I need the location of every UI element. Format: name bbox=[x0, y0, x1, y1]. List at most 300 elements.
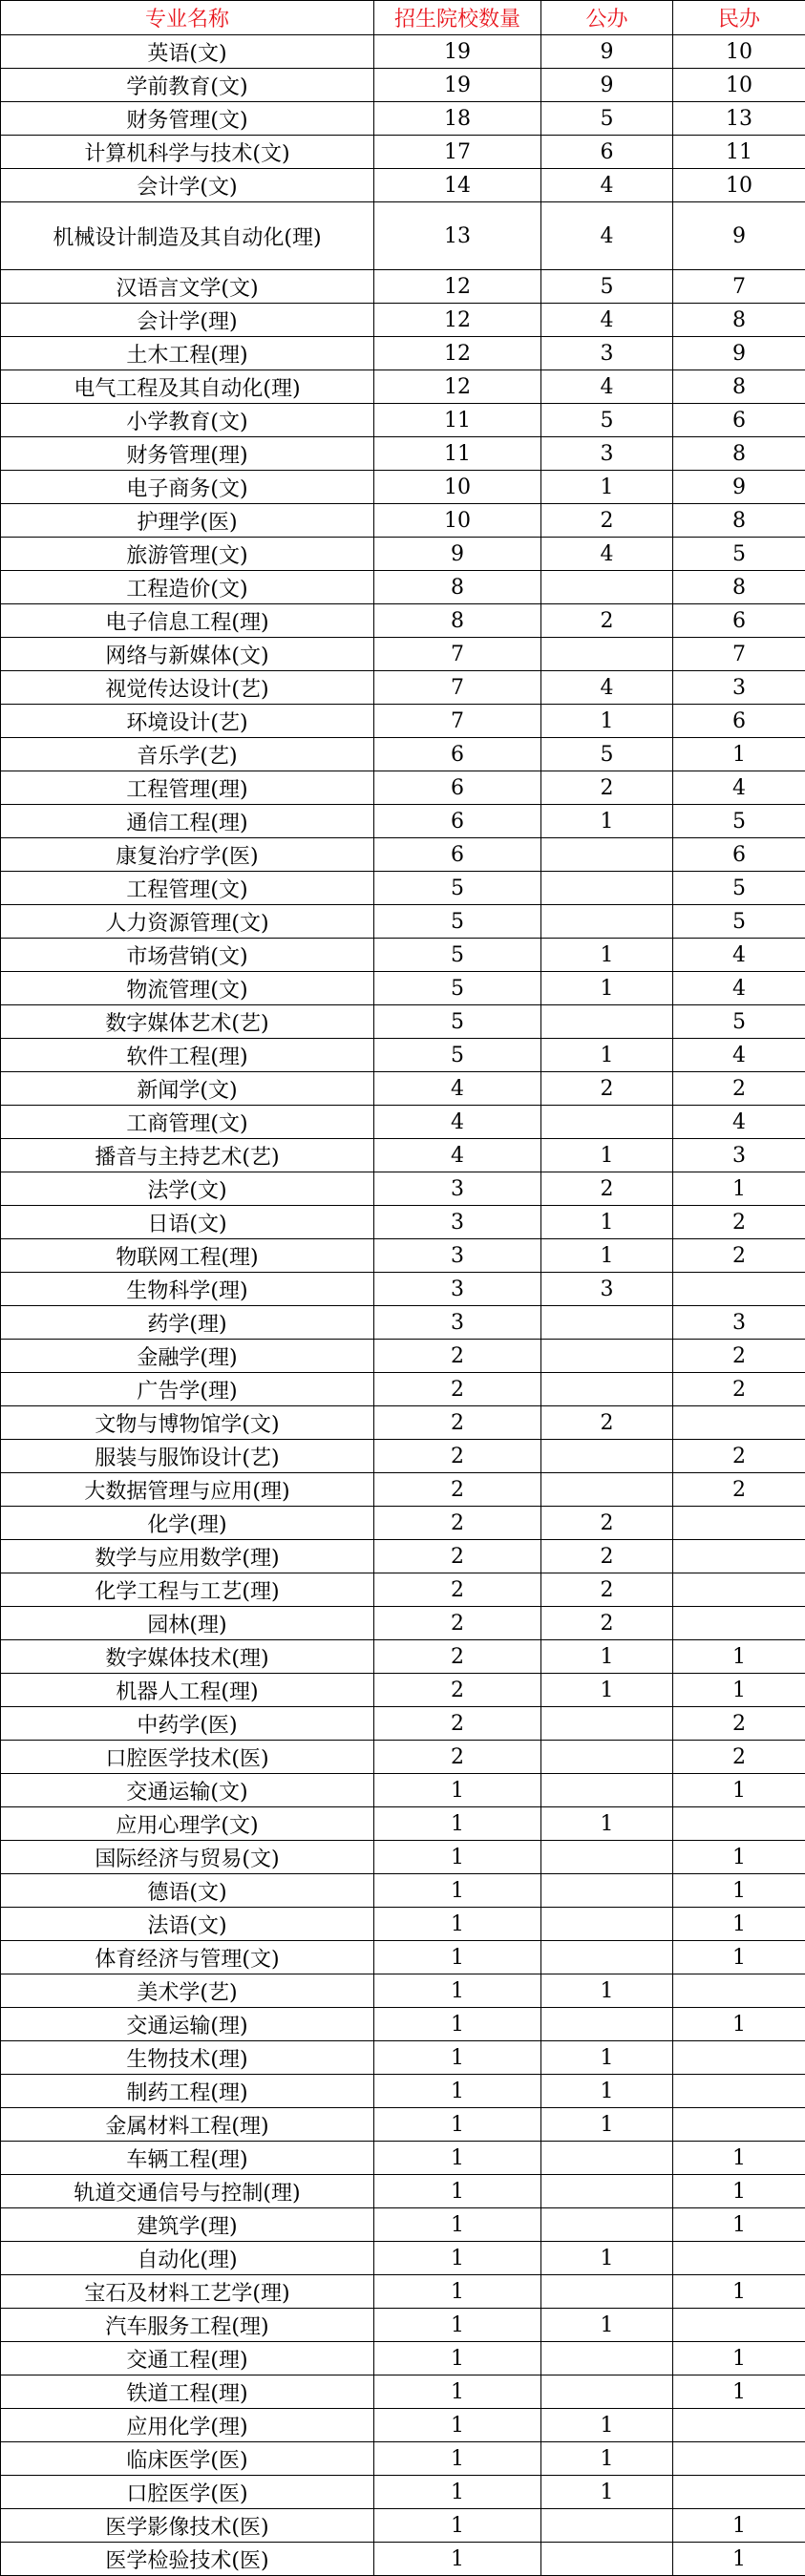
table-row bbox=[1, 1039, 805, 1072]
public-count-cell: 6 bbox=[541, 136, 673, 169]
public-count-cell: 1 bbox=[541, 805, 673, 838]
private-count-cell: 9 bbox=[673, 337, 805, 370]
public-count-cell bbox=[541, 1473, 673, 1507]
public-count-cell bbox=[541, 1741, 673, 1774]
school-count-cell: 4 bbox=[374, 1106, 541, 1139]
public-count-cell: 5 bbox=[541, 102, 673, 136]
major-name-cell: 物流管理(文) bbox=[1, 972, 374, 1005]
public-count-cell: 1 bbox=[541, 471, 673, 504]
table-row bbox=[1, 370, 805, 404]
school-count-cell: 11 bbox=[374, 404, 541, 437]
private-count-cell: 9 bbox=[673, 202, 805, 270]
major-name-cell: 大数据管理与应用(理) bbox=[1, 1473, 374, 1507]
table-row bbox=[1, 1874, 805, 1908]
major-name-cell: 应用化学(理) bbox=[1, 2409, 374, 2442]
school-count-cell: 17 bbox=[374, 136, 541, 169]
public-count-cell: 1 bbox=[541, 2242, 673, 2275]
private-count-cell: 1 bbox=[673, 1774, 805, 1807]
table-row bbox=[1, 2342, 805, 2375]
major-name-cell: 药学(理) bbox=[1, 1306, 374, 1340]
public-count-cell: 1 bbox=[541, 972, 673, 1005]
public-count-cell: 1 bbox=[541, 1239, 673, 1273]
table-row bbox=[1, 2442, 805, 2476]
private-count-cell: 4 bbox=[673, 1106, 805, 1139]
school-count-cell: 1 bbox=[374, 2309, 541, 2342]
private-count-cell: 1 bbox=[673, 2208, 805, 2242]
public-count-cell: 1 bbox=[541, 1206, 673, 1239]
public-count-cell: 2 bbox=[541, 771, 673, 805]
public-count-cell: 1 bbox=[541, 1039, 673, 1072]
school-count-cell: 5 bbox=[374, 939, 541, 972]
table-row bbox=[1, 1607, 805, 1640]
private-count-cell bbox=[673, 1807, 805, 1841]
public-count-cell bbox=[541, 2543, 673, 2576]
header-row bbox=[1, 1, 805, 35]
school-count-cell: 2 bbox=[374, 1540, 541, 1573]
major-name-cell: 英语(文) bbox=[1, 35, 374, 69]
school-count-cell: 18 bbox=[374, 102, 541, 136]
school-count-cell: 12 bbox=[374, 337, 541, 370]
major-name-cell: 土木工程(理) bbox=[1, 337, 374, 370]
major-name-cell: 工程管理(理) bbox=[1, 771, 374, 805]
table-row bbox=[1, 805, 805, 838]
private-count-cell: 6 bbox=[673, 404, 805, 437]
major-name-cell: 医学影像技术(医) bbox=[1, 2509, 374, 2543]
private-count-cell: 10 bbox=[673, 169, 805, 202]
table-row bbox=[1, 1974, 805, 2008]
table-row bbox=[1, 1206, 805, 1239]
school-count-cell: 4 bbox=[374, 1072, 541, 1106]
school-count-cell: 6 bbox=[374, 738, 541, 771]
private-count-cell bbox=[673, 2108, 805, 2142]
major-name-cell: 临床医学(医) bbox=[1, 2442, 374, 2476]
public-count-cell: 1 bbox=[541, 1807, 673, 1841]
table-row bbox=[1, 1239, 805, 1273]
public-count-cell: 4 bbox=[541, 304, 673, 337]
school-count-cell: 12 bbox=[374, 270, 541, 304]
public-count-cell: 3 bbox=[541, 437, 673, 471]
public-count-cell: 2 bbox=[541, 1172, 673, 1206]
public-count-cell: 1 bbox=[541, 2409, 673, 2442]
private-count-cell: 5 bbox=[673, 1005, 805, 1039]
table-row bbox=[1, 437, 805, 471]
private-count-cell: 3 bbox=[673, 1139, 805, 1172]
table-row bbox=[1, 939, 805, 972]
school-count-cell: 3 bbox=[374, 1306, 541, 1340]
private-count-cell bbox=[673, 1607, 805, 1640]
school-count-cell: 7 bbox=[374, 638, 541, 671]
private-count-cell: 6 bbox=[673, 604, 805, 638]
public-count-cell: 5 bbox=[541, 270, 673, 304]
major-name-cell: 网络与新媒体(文) bbox=[1, 638, 374, 671]
school-count-cell: 1 bbox=[374, 2142, 541, 2175]
table-row bbox=[1, 771, 805, 805]
public-count-cell bbox=[541, 2142, 673, 2175]
private-count-cell: 8 bbox=[673, 370, 805, 404]
public-count-cell bbox=[541, 2208, 673, 2242]
school-count-cell: 3 bbox=[374, 1239, 541, 1273]
table-row bbox=[1, 270, 805, 304]
major-name-cell: 应用心理学(文) bbox=[1, 1807, 374, 1841]
private-count-cell bbox=[673, 1540, 805, 1573]
major-name-cell: 康复治疗学(医) bbox=[1, 838, 374, 872]
school-count-cell: 3 bbox=[374, 1172, 541, 1206]
school-count-cell: 1 bbox=[374, 2442, 541, 2476]
table-row bbox=[1, 1406, 805, 1440]
public-count-cell: 2 bbox=[541, 1573, 673, 1607]
table-row bbox=[1, 1908, 805, 1941]
table-row bbox=[1, 972, 805, 1005]
table-row bbox=[1, 2275, 805, 2309]
school-count-cell: 7 bbox=[374, 671, 541, 705]
school-count-cell: 4 bbox=[374, 1139, 541, 1172]
major-name-cell: 法语(文) bbox=[1, 1908, 374, 1941]
private-count-cell: 10 bbox=[673, 35, 805, 69]
public-count-cell: 3 bbox=[541, 337, 673, 370]
public-count-cell: 1 bbox=[541, 1974, 673, 2008]
table-row bbox=[1, 2509, 805, 2543]
public-count-cell: 1 bbox=[541, 2041, 673, 2075]
private-count-cell: 13 bbox=[673, 102, 805, 136]
public-count-cell bbox=[541, 571, 673, 604]
major-name-cell: 会计学(文) bbox=[1, 169, 374, 202]
major-name-cell: 人力资源管理(文) bbox=[1, 905, 374, 939]
major-name-cell: 轨道交通信号与控制(理) bbox=[1, 2175, 374, 2208]
public-count-cell bbox=[541, 1340, 673, 1373]
school-count-cell: 2 bbox=[374, 1707, 541, 1741]
table-row bbox=[1, 2409, 805, 2442]
major-name-cell: 机器人工程(理) bbox=[1, 1674, 374, 1707]
major-name-cell: 车辆工程(理) bbox=[1, 2142, 374, 2175]
major-name-cell: 美术学(艺) bbox=[1, 1974, 374, 2008]
public-count-cell: 5 bbox=[541, 404, 673, 437]
private-count-cell bbox=[673, 2309, 805, 2342]
private-count-cell: 2 bbox=[673, 1741, 805, 1774]
private-count-cell: 1 bbox=[673, 1674, 805, 1707]
private-count-cell: 1 bbox=[673, 1941, 805, 1974]
major-name-cell: 生物科学(理) bbox=[1, 1273, 374, 1306]
school-count-cell: 5 bbox=[374, 1005, 541, 1039]
major-name-cell: 德语(文) bbox=[1, 1874, 374, 1908]
private-count-cell: 5 bbox=[673, 872, 805, 905]
major-name-cell: 自动化(理) bbox=[1, 2242, 374, 2275]
school-count-cell: 7 bbox=[374, 705, 541, 738]
table-row bbox=[1, 1941, 805, 1974]
public-count-cell bbox=[541, 638, 673, 671]
public-count-cell: 2 bbox=[541, 1507, 673, 1540]
private-count-cell bbox=[673, 2409, 805, 2442]
table-row bbox=[1, 504, 805, 538]
private-count-cell: 11 bbox=[673, 136, 805, 169]
public-count-cell bbox=[541, 905, 673, 939]
table-row bbox=[1, 1841, 805, 1874]
major-name-cell: 播音与主持艺术(艺) bbox=[1, 1139, 374, 1172]
public-count-cell bbox=[541, 2375, 673, 2409]
major-name-cell: 体育经济与管理(文) bbox=[1, 1941, 374, 1974]
public-count-cell: 9 bbox=[541, 69, 673, 102]
major-name-cell: 计算机科学与技术(文) bbox=[1, 136, 374, 169]
private-count-cell: 1 bbox=[673, 2142, 805, 2175]
major-name-cell: 文物与博物馆学(文) bbox=[1, 1406, 374, 1440]
private-count-cell: 2 bbox=[673, 1440, 805, 1473]
school-count-cell: 2 bbox=[374, 1573, 541, 1607]
private-count-cell: 4 bbox=[673, 771, 805, 805]
public-count-cell bbox=[541, 2008, 673, 2041]
private-count-cell bbox=[673, 2242, 805, 2275]
public-count-cell bbox=[541, 1707, 673, 1741]
private-count-cell: 2 bbox=[673, 1340, 805, 1373]
private-count-cell: 1 bbox=[673, 2175, 805, 2208]
major-name-cell: 金属材料工程(理) bbox=[1, 2108, 374, 2142]
table-row bbox=[1, 2041, 805, 2075]
major-name-cell: 口腔医学技术(医) bbox=[1, 1741, 374, 1774]
major-name-cell: 口腔医学(医) bbox=[1, 2476, 374, 2509]
major-name-cell: 国际经济与贸易(文) bbox=[1, 1841, 374, 1874]
table-row bbox=[1, 738, 805, 771]
public-count-cell: 3 bbox=[541, 1273, 673, 1306]
school-count-cell: 2 bbox=[374, 1406, 541, 1440]
table-row bbox=[1, 2075, 805, 2108]
header-public: 公办 bbox=[541, 1, 673, 35]
table-row bbox=[1, 102, 805, 136]
table-row bbox=[1, 1005, 805, 1039]
private-count-cell: 6 bbox=[673, 705, 805, 738]
public-count-cell: 1 bbox=[541, 939, 673, 972]
private-count-cell: 2 bbox=[673, 1072, 805, 1106]
major-name-cell: 通信工程(理) bbox=[1, 805, 374, 838]
public-count-cell bbox=[541, 872, 673, 905]
public-count-cell bbox=[541, 1373, 673, 1406]
major-name-cell: 交通运输(理) bbox=[1, 2008, 374, 2041]
private-count-cell bbox=[673, 1974, 805, 2008]
private-count-cell bbox=[673, 2041, 805, 2075]
public-count-cell: 4 bbox=[541, 202, 673, 270]
school-count-cell: 5 bbox=[374, 1039, 541, 1072]
major-name-cell: 物联网工程(理) bbox=[1, 1239, 374, 1273]
private-count-cell: 9 bbox=[673, 471, 805, 504]
major-name-cell: 园林(理) bbox=[1, 1607, 374, 1640]
private-count-cell: 1 bbox=[673, 2543, 805, 2576]
public-count-cell: 1 bbox=[541, 1139, 673, 1172]
school-count-cell: 8 bbox=[374, 571, 541, 604]
public-count-cell: 4 bbox=[541, 671, 673, 705]
public-count-cell: 1 bbox=[541, 1674, 673, 1707]
private-count-cell: 4 bbox=[673, 1039, 805, 1072]
major-name-cell: 音乐学(艺) bbox=[1, 738, 374, 771]
school-count-cell: 19 bbox=[374, 35, 541, 69]
public-count-cell: 2 bbox=[541, 504, 673, 538]
private-count-cell: 2 bbox=[673, 1373, 805, 1406]
school-count-cell: 1 bbox=[374, 1974, 541, 2008]
private-count-cell: 1 bbox=[673, 2275, 805, 2309]
private-count-cell: 1 bbox=[673, 738, 805, 771]
table-row bbox=[1, 69, 805, 102]
school-count-cell: 1 bbox=[374, 2242, 541, 2275]
school-count-cell: 10 bbox=[374, 504, 541, 538]
private-count-cell: 1 bbox=[673, 2342, 805, 2375]
table-row bbox=[1, 202, 805, 270]
private-count-cell bbox=[673, 2075, 805, 2108]
school-count-cell: 1 bbox=[374, 2075, 541, 2108]
school-count-cell: 1 bbox=[374, 2008, 541, 2041]
private-count-cell bbox=[673, 2442, 805, 2476]
table-row bbox=[1, 2175, 805, 2208]
public-count-cell: 2 bbox=[541, 604, 673, 638]
school-count-cell: 1 bbox=[374, 1874, 541, 1908]
major-name-cell: 宝石及材料工艺学(理) bbox=[1, 2275, 374, 2309]
table-row bbox=[1, 1106, 805, 1139]
table-row bbox=[1, 1707, 805, 1741]
school-count-cell: 1 bbox=[374, 2375, 541, 2409]
table-row bbox=[1, 2142, 805, 2175]
school-count-cell: 1 bbox=[374, 1807, 541, 1841]
table-row bbox=[1, 404, 805, 437]
school-count-cell: 1 bbox=[374, 1774, 541, 1807]
table-row bbox=[1, 1640, 805, 1674]
school-count-cell: 2 bbox=[374, 1607, 541, 1640]
private-count-cell: 3 bbox=[673, 671, 805, 705]
table-row bbox=[1, 1507, 805, 1540]
major-name-cell: 交通工程(理) bbox=[1, 2342, 374, 2375]
table-row bbox=[1, 872, 805, 905]
public-count-cell bbox=[541, 2275, 673, 2309]
school-count-cell: 13 bbox=[374, 202, 541, 270]
major-name-cell: 化学工程与工艺(理) bbox=[1, 1573, 374, 1607]
private-count-cell: 1 bbox=[673, 1874, 805, 1908]
table-row bbox=[1, 1540, 805, 1573]
public-count-cell: 2 bbox=[541, 1607, 673, 1640]
school-count-cell: 2 bbox=[374, 1674, 541, 1707]
table-row bbox=[1, 1373, 805, 1406]
school-count-cell: 1 bbox=[374, 2275, 541, 2309]
major-name-cell: 电子商务(文) bbox=[1, 471, 374, 504]
private-count-cell: 5 bbox=[673, 905, 805, 939]
private-count-cell: 1 bbox=[673, 1640, 805, 1674]
table-row bbox=[1, 1306, 805, 1340]
table-row bbox=[1, 304, 805, 337]
school-count-cell: 6 bbox=[374, 805, 541, 838]
major-name-cell: 广告学(理) bbox=[1, 1373, 374, 1406]
major-name-cell: 市场营销(文) bbox=[1, 939, 374, 972]
table-row bbox=[1, 337, 805, 370]
school-count-cell: 8 bbox=[374, 604, 541, 638]
school-count-cell: 2 bbox=[374, 1507, 541, 1540]
private-count-cell bbox=[673, 2476, 805, 2509]
table-row bbox=[1, 169, 805, 202]
school-count-cell: 2 bbox=[374, 1340, 541, 1373]
school-count-cell: 1 bbox=[374, 2208, 541, 2242]
table-row bbox=[1, 1774, 805, 1807]
school-count-cell: 5 bbox=[374, 972, 541, 1005]
table-row bbox=[1, 1139, 805, 1172]
public-count-cell bbox=[541, 1106, 673, 1139]
table-row bbox=[1, 35, 805, 69]
school-count-cell: 1 bbox=[374, 1841, 541, 1874]
private-count-cell: 1 bbox=[673, 1908, 805, 1941]
table-row bbox=[1, 471, 805, 504]
school-count-cell: 2 bbox=[374, 1473, 541, 1507]
public-count-cell bbox=[541, 2175, 673, 2208]
public-count-cell: 1 bbox=[541, 2309, 673, 2342]
table-body bbox=[1, 35, 805, 2576]
table-row bbox=[1, 2543, 805, 2576]
major-name-cell: 制药工程(理) bbox=[1, 2075, 374, 2108]
public-count-cell bbox=[541, 838, 673, 872]
table-row bbox=[1, 1072, 805, 1106]
public-count-cell bbox=[541, 1908, 673, 1941]
private-count-cell: 1 bbox=[673, 2509, 805, 2543]
major-name-cell: 环境设计(艺) bbox=[1, 705, 374, 738]
major-name-cell: 视觉传达设计(艺) bbox=[1, 671, 374, 705]
table-row bbox=[1, 571, 805, 604]
private-count-cell bbox=[673, 1507, 805, 1540]
major-name-cell: 法学(文) bbox=[1, 1172, 374, 1206]
school-count-cell: 2 bbox=[374, 1640, 541, 1674]
public-count-cell: 9 bbox=[541, 35, 673, 69]
header-major-name: 专业名称 bbox=[1, 1, 374, 35]
public-count-cell: 2 bbox=[541, 1072, 673, 1106]
table-row bbox=[1, 538, 805, 571]
school-count-cell: 12 bbox=[374, 304, 541, 337]
table-row bbox=[1, 705, 805, 738]
private-count-cell: 5 bbox=[673, 538, 805, 571]
table-row bbox=[1, 1674, 805, 1707]
major-name-cell: 医学检验技术(医) bbox=[1, 2543, 374, 2576]
public-count-cell bbox=[541, 2342, 673, 2375]
private-count-cell: 10 bbox=[673, 69, 805, 102]
private-count-cell: 8 bbox=[673, 437, 805, 471]
header-school-count: 招生院校数量 bbox=[374, 1, 541, 35]
table-row bbox=[1, 2375, 805, 2409]
school-count-cell: 1 bbox=[374, 1908, 541, 1941]
table-row bbox=[1, 2108, 805, 2142]
public-count-cell bbox=[541, 1774, 673, 1807]
private-count-cell: 2 bbox=[673, 1473, 805, 1507]
major-name-cell: 化学(理) bbox=[1, 1507, 374, 1540]
school-count-cell: 9 bbox=[374, 538, 541, 571]
public-count-cell: 1 bbox=[541, 2476, 673, 2509]
school-count-cell: 19 bbox=[374, 69, 541, 102]
major-name-cell: 新闻学(文) bbox=[1, 1072, 374, 1106]
school-count-cell: 5 bbox=[374, 872, 541, 905]
major-name-cell: 电气工程及其自动化(理) bbox=[1, 370, 374, 404]
school-count-cell: 11 bbox=[374, 437, 541, 471]
major-name-cell: 软件工程(理) bbox=[1, 1039, 374, 1072]
private-count-cell: 4 bbox=[673, 939, 805, 972]
public-count-cell bbox=[541, 1440, 673, 1473]
table-row bbox=[1, 1340, 805, 1373]
public-count-cell: 1 bbox=[541, 1640, 673, 1674]
public-count-cell: 2 bbox=[541, 1540, 673, 1573]
school-count-cell: 5 bbox=[374, 905, 541, 939]
private-count-cell: 7 bbox=[673, 638, 805, 671]
school-count-cell: 1 bbox=[374, 2108, 541, 2142]
table-row bbox=[1, 2008, 805, 2041]
major-name-cell: 汽车服务工程(理) bbox=[1, 2309, 374, 2342]
major-name-cell: 工商管理(文) bbox=[1, 1106, 374, 1139]
school-count-cell: 1 bbox=[374, 2476, 541, 2509]
school-count-cell: 1 bbox=[374, 2041, 541, 2075]
private-count-cell bbox=[673, 1406, 805, 1440]
public-count-cell bbox=[541, 2509, 673, 2543]
major-name-cell: 护理学(医) bbox=[1, 504, 374, 538]
private-count-cell: 1 bbox=[673, 1172, 805, 1206]
table-row bbox=[1, 136, 805, 169]
school-count-cell: 6 bbox=[374, 771, 541, 805]
school-count-cell: 2 bbox=[374, 1741, 541, 1774]
school-count-cell: 2 bbox=[374, 1440, 541, 1473]
table-row bbox=[1, 638, 805, 671]
